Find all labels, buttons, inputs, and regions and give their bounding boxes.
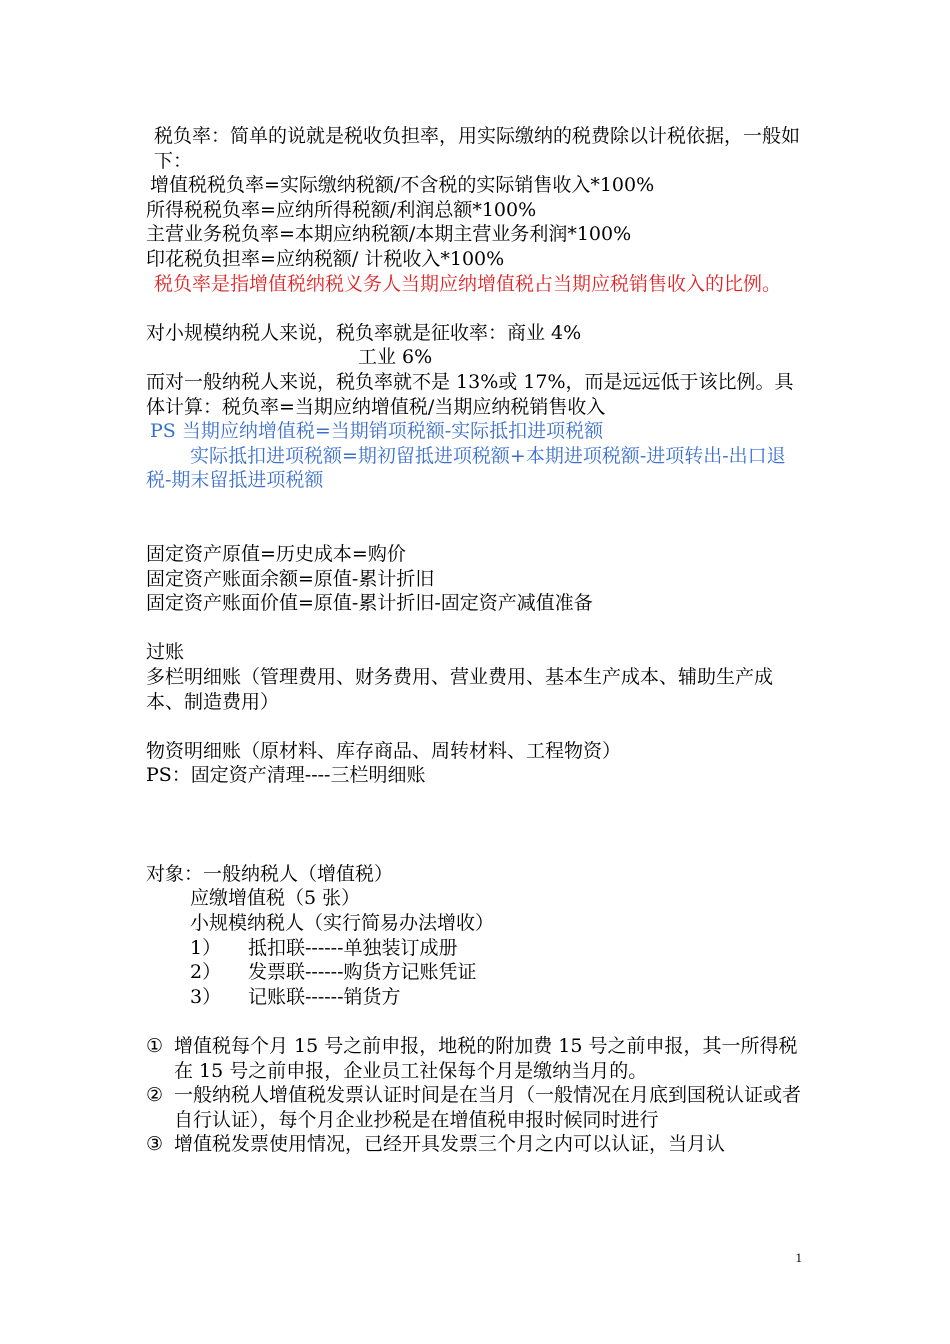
industry-rate: 工业 6%	[358, 346, 433, 369]
small-scale-rate: 对小规模纳税人来说，税负率就是征收率：商业 4%	[146, 321, 582, 344]
vat-burden-note: 税负率是指增值税纳税义务人当期应纳增值税占当期应税销售收入的比例。	[154, 272, 782, 295]
input-tax-formula: 实际抵扣进项税额=期初留抵进项税额+本期进项税额-进项转出-出口退税-期末留抵进项税额	[146, 444, 786, 492]
tax-burden-definition: 税负率：简单的说就是税收负担率，用实际缴纳的税费除以计税依据，一般如下：	[154, 125, 801, 172]
list-item: ① 增值税每个月 15 号之前申报，地税的附加费 15 号之前申报，其一所得税在 15 号之前申报，企业员工社保每个月是缴纳当月的。	[146, 1034, 798, 1082]
small-scale-taxpayer: 小规模纳税人（实行简易办法增收）	[190, 912, 495, 934]
list-item: ③ 增值税发票使用情况，已经开具发票三个月之内可以认证，当月认	[146, 1133, 726, 1156]
posting-heading: 过账	[146, 641, 185, 664]
circled-notes-list	[146, 1034, 810, 1157]
taxpayer-object: 对象：一般纳税人（增值税）	[146, 862, 394, 885]
page-number: 1	[795, 1250, 802, 1265]
document-body	[146, 124, 810, 1157]
general-taxpayer-note: 而对一般纳税人来说，税负率就不是 13%或 17%，而是远远低于该比例。具体计算：税负率=当期应纳增值税/当期应纳税销售收入	[146, 370, 794, 418]
vat-burden-formula: 增值税税负率=实际缴纳税额/不含税的实际销售收入*100%	[150, 174, 655, 197]
income-tax-formula: 所得税税负率=应纳所得税额/利润总额*100%	[146, 198, 537, 221]
business-tax-formula: 主营业务税负率=本期应纳税额/本期主营业务利润*100%	[146, 223, 632, 246]
vat-payable: 应缴增值税（5 张）	[190, 887, 361, 910]
fixed-asset-original: 固定资产原值=历史成本=购价	[146, 543, 406, 566]
multi-column-ledger: 多栏明细账（管理费用、财务费用、营业费用、基本生产成本、辅助生产成本、制造费用）	[146, 666, 774, 713]
materials-ledger: 物资明细账（原材料、库存商品、周转材料、工程物资）	[146, 739, 622, 762]
stamp-tax-formula: 印花税负担率=应纳税额/ 计税收入*100%	[146, 247, 505, 270]
invoice-copies-list	[146, 936, 810, 1010]
list-item: ② 一般纳税人增值税发票认证时间是在当月（一般情况在月底到国税认证或者自行认证），每个月企业抄税是在增值税申报时候同时进行	[146, 1084, 802, 1131]
list-item: 3） 记账联------销货方	[190, 985, 401, 1008]
list-item: 1） 抵扣联------单独装订成册	[190, 936, 458, 959]
asset-clearing-ledger: PS：固定资产清理----三栏明细账	[146, 764, 426, 787]
fixed-asset-balance: 固定资产账面余额=原值-累计折旧	[146, 567, 435, 590]
ps-vat-formula: PS 当期应纳增值税=当期销项税额-实际抵扣进项税额	[150, 420, 604, 443]
fixed-asset-book-value: 固定资产账面价值=原值-累计折旧-固定资产减值准备	[146, 592, 593, 615]
list-item: 2） 发票联------购货方记账凭证	[190, 961, 477, 984]
